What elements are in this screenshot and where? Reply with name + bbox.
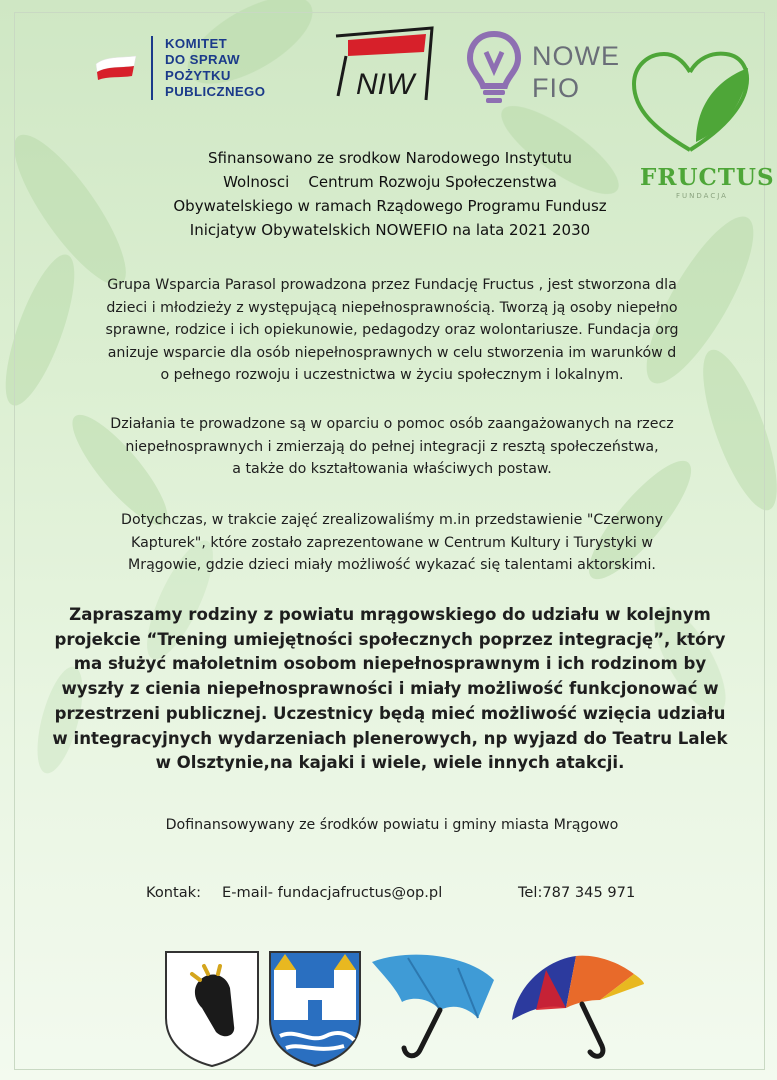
paragraph-history	[52, 509, 732, 577]
fructus-logo-name: FRUCTUS	[640, 164, 775, 191]
komitet-line: KOMITET	[165, 36, 228, 51]
paragraph-intro	[52, 274, 732, 387]
text-line: Sfinansowano ze srodkow Narodowego Instytutu	[207, 149, 573, 167]
text-line: przestrzeni publicznej. Uczestnicy będą mieć możliwość wzięcia udziału	[54, 703, 726, 723]
komitet-line: DO SPRAW	[165, 52, 241, 67]
text-line: Obywatelskiego w ramach Rządowego Programu Fundusz	[173, 197, 607, 215]
text-line: ma służyć małoletnim osobom niepełnosprawnym i ich rodzinom by	[73, 654, 707, 674]
fructus-heart-icon	[626, 46, 754, 156]
text-line: Grupa Wsparcia Parasol prowadzona przez Fundację Fructus , jest stworzona dla	[107, 277, 677, 293]
text-line: a także do kształtowania właściwych postaw.	[232, 461, 552, 478]
text-line: Mrągowie, gdzie dzieci miały możliwość wykazać się talentami aktorskimi.	[128, 557, 656, 574]
text-line: Zapraszamy rodziny z powiatu mrągowskiego do udziału w kolejnym	[69, 605, 711, 624]
paragraph-activities	[52, 413, 732, 481]
text-line: o pełnego rozwoju i uczestnictwa w życiu społecznym i lokalnym.	[160, 367, 624, 384]
bear-paw-coat-of-arms-icon	[162, 948, 262, 1068]
blue-umbrella-icon	[368, 950, 498, 1062]
niw-text: NIW	[356, 68, 415, 101]
contact-phone[interactable]: Tel:787 345 971	[518, 884, 636, 901]
text-line: Inicjatyw Obywatelskich NOWEFIO na lata 2021 2030	[189, 221, 591, 239]
text-line: Dotychczas, w trakcie zajęć zrealizowaliśmy m.in przedstawienie "Czerwony	[121, 512, 663, 528]
mragowo-coat-of-arms-icon	[266, 948, 364, 1068]
text-line: niepełnosprawnych i zmierzają do pełnej integracji z resztą społeczeństwa,	[125, 438, 659, 455]
niw-logo	[318, 26, 436, 102]
text-line: Kapturek", które zostało zaprezentowane w Centrum Kultury i Turystyki w	[131, 534, 653, 551]
contact-email[interactable]: E-mail- fundacjafructus@op.pl	[222, 884, 443, 901]
text-line: w Olsztynie,na kajaki i wiele, wiele innych atakcji.	[155, 753, 625, 773]
text-line: Wolnosci Centrum Rozwoju Społeczenstwa	[223, 173, 557, 191]
polish-flag-icon	[94, 54, 138, 80]
text-line: w integracyjnych wydarzeniach plenerowych, np wyjazd do Teatru Lalek	[52, 728, 728, 748]
nowefio-line: FIO	[532, 73, 580, 103]
komitet-divider	[151, 36, 153, 100]
funding-statement	[120, 146, 660, 242]
lightbulb-icon	[466, 30, 522, 104]
text-line: anizuje wsparcie dla osób niepełnosprawnych w celu stworzenia im warunków d	[107, 344, 677, 361]
fructus-logo-sub: FUNDACJA	[676, 192, 728, 200]
colorful-umbrella-icon	[506, 950, 646, 1062]
text-line: sprawne, rodzice i ich opiekunowie, pedagodzy oraz wolontariusze. Fundacja org	[105, 322, 679, 339]
contact-label: Kontak:	[146, 884, 202, 901]
komitet-line: POŻYTKU	[165, 68, 231, 83]
nowefio-logo-text	[532, 40, 620, 104]
komitet-logo-text	[165, 36, 265, 100]
text-line: Działania te prowadzone są w oparciu o pomoc osób zaangażowanych na rzecz	[110, 416, 674, 432]
cofinancing-note: Dofinansowywany ze środków powiatu i gminy miasta Mrągowo	[165, 817, 619, 833]
text-line: wyszły z cienia niepełnosprawności i miały możliwość funkcjonować w	[61, 679, 719, 699]
paragraph-invitation	[40, 603, 740, 776]
komitet-line: PUBLICZNEGO	[165, 84, 266, 99]
text-line: dzieci i młodzieży z występującą niepełnosprawnością. Tworzą ją osoby niepełno	[106, 299, 678, 316]
nowefio-line: NOWE	[532, 41, 620, 71]
text-line: projekcie “Trening umiejętności społecznych poprzez integrację”, który	[54, 629, 726, 649]
